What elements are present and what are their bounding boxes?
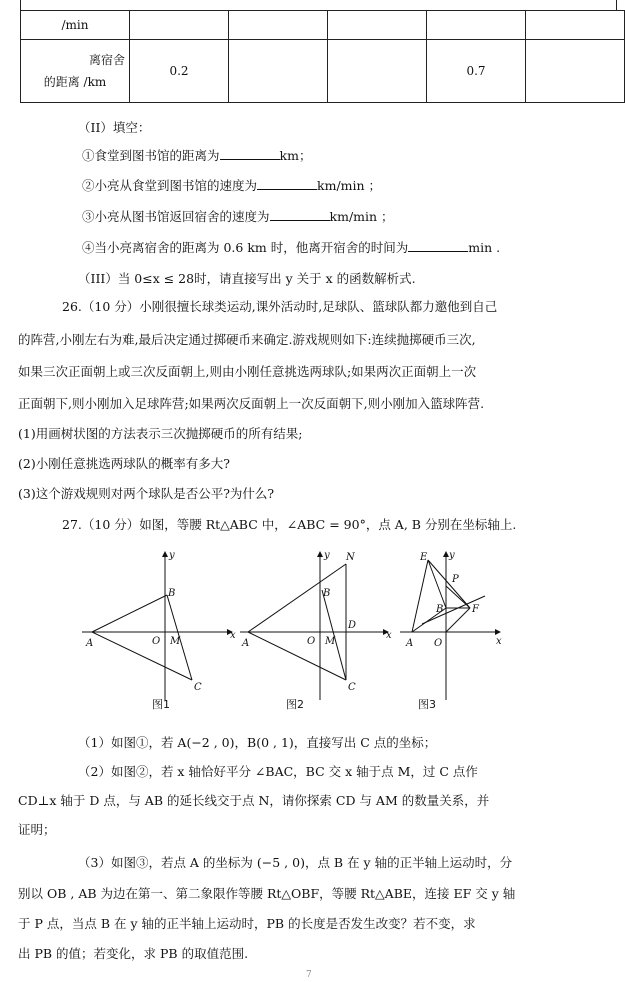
q26-line: (3)这个游戏规则对两个球队是否公平?为什么? [18, 486, 275, 501]
section-ii-heading: （II）填空： [78, 120, 151, 135]
table-cell [328, 40, 427, 103]
q27-part: CD⊥x 轴于 D 点，与 AB 的延长线交于点 N，请你探索 CD 与 AM 的数量关系，并 [18, 793, 490, 808]
data-table [20, 10, 625, 103]
q27-intro: 27.（10 分）如图，等腰 Rt△ABC 中，∠ABC = 90°，点 A, B 分别在坐标轴上. [62, 517, 517, 532]
fig3-label: E [420, 552, 428, 563]
fig2-label: D [348, 620, 357, 631]
page-number: 7 [306, 970, 312, 980]
fig3-label: O [434, 638, 443, 649]
q26-line: 如果三次正面朝上或三次反面朝上,则由小刚任意挑选两球队;如果两次正面朝上一次 [18, 364, 477, 379]
q27-part: （2）如图②，若 x 轴恰好平分 ∠BAC，BC 交 x 轴于点 M，过 C 点作 [78, 764, 478, 779]
table-cell [229, 40, 328, 103]
q26-line: (2)小刚任意挑选两球队的概率有多大? [18, 456, 230, 471]
q27-part: 证明； [18, 822, 56, 837]
fig2-label: y [324, 550, 330, 561]
answer-blank [220, 148, 280, 160]
answer-blank [257, 178, 317, 190]
row-label-distance: 离宿舍 的距离 /km [21, 40, 130, 103]
fig1-label: O [152, 636, 161, 647]
fig2-label: x [386, 630, 392, 641]
figure-caption: 图1 [152, 698, 170, 711]
answer-blank [408, 240, 468, 252]
fig1-label: y [169, 550, 175, 561]
figure-2 [240, 552, 388, 700]
fig3-label: x [496, 636, 502, 647]
q27-part: （3）如图③，若点 A 的坐标为 (−5 , 0)，点 B 在 y 轴的正半轴上运动时，分 [78, 855, 513, 870]
figure-1 [82, 552, 232, 700]
fig2-label: O [307, 636, 316, 647]
table-top-border [20, 0, 617, 10]
fig2-label: N [346, 552, 355, 563]
fig1-label: x [230, 630, 236, 641]
fill-item: ③小亮从图书馆返回宿舍的速度为 km/min ； [82, 209, 394, 224]
fill-item: ②小亮从食堂到图书馆的速度为 km/min ； [82, 178, 382, 193]
q27-part: 别以 OB , AB 为边在第一、第二象限作等腰 Rt△OBF，等腰 Rt△ABE，连接 EF 交 y 轴 [18, 886, 516, 901]
fill-item: ④当小亮离宿舍的距离为 0.6 km 时，他离开宿舍的时间为 min . [82, 240, 501, 255]
row-label-unit: /min [21, 11, 130, 40]
table-row [21, 11, 625, 40]
fig2-label: B [323, 588, 331, 599]
fig1-label: A [86, 638, 94, 649]
fig3-label: A [406, 638, 414, 649]
fig1-label: M [170, 636, 181, 647]
figure-caption: 图2 [286, 698, 304, 711]
fig3-label: F [472, 604, 479, 615]
q26-line: 26.（10 分）小刚很擅长球类运动,课外活动时,足球队、篮球队都力邀他到自己 [62, 299, 498, 314]
figure-3 [400, 552, 500, 700]
q26-line: 正面朝下,则小刚加入足球阵营;如果两次反面朝上一次反面朝下,则小刚加入篮球阵营. [18, 396, 485, 411]
table-row [21, 40, 625, 103]
section-iii: （III）当 0≤x ≤ 28时，请直接写出 y 关于 x 的函数解析式. [78, 271, 416, 286]
geometry-figures [0, 540, 625, 715]
fill-item: ①食堂到图书馆的距离为 km； [82, 148, 312, 163]
q26-line: 的阵营,小刚左右为难,最后决定通过掷硬币来确定.游戏规则如下:连续抛掷硬币三次, [18, 332, 476, 347]
fig1-label: B [168, 588, 176, 599]
q27-part: （1）如图①，若 A(−2 , 0)，B(0 , 1)，直接写出 C 点的坐标； [78, 735, 437, 750]
fig2-label: C [348, 682, 356, 693]
fig3-label: B [436, 604, 444, 615]
q27-part: 出 PB 的值；若变化，求 PB 的取值范围. [18, 946, 249, 961]
fig1-label: C [194, 682, 202, 693]
fig3-label: y [449, 550, 455, 561]
fig2-label: M [325, 636, 336, 647]
answer-blank [270, 209, 330, 221]
figure-caption: 图3 [418, 698, 436, 711]
q27-part: 于 P 点，当点 B 在 y 轴的正半轴上运动时，PB 的长度是否发生改变？若不变，求 [18, 916, 476, 931]
table-cell: 0.2 [130, 40, 229, 103]
fig3-label: P [452, 574, 459, 585]
fig2-label: A [242, 638, 250, 649]
table-cell: 0.7 [427, 40, 526, 103]
table-cell [526, 40, 625, 103]
q26-line: (1)用画树状图的方法表示三次抛掷硬币的所有结果; [18, 426, 303, 441]
